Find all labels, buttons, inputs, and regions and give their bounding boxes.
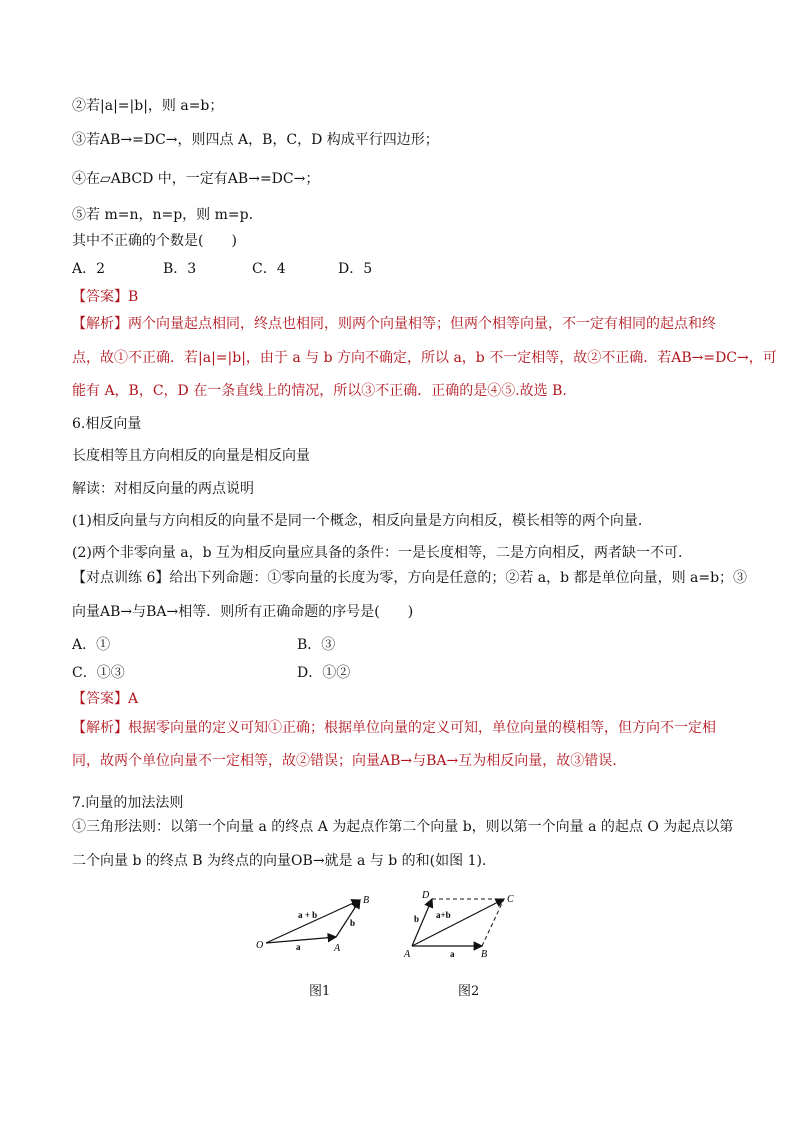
option-b: B．③ [297, 637, 336, 653]
option-a: A．① [72, 637, 111, 653]
label-a: a [296, 942, 301, 952]
label-O: O [256, 940, 264, 951]
label-a: a [450, 949, 455, 959]
point-2: (2)两个非零向量 a，b 互为相反向量应具备的条件：一是长度相等，二是方向相反，两者缺一不可. [72, 545, 683, 561]
answer-label: 【答案】A [72, 691, 139, 707]
rule-line: 二个向量 b 的终点 B 为终点的向量OB→就是 a 与 b 的和(如图 1). [72, 853, 487, 869]
figure-2-parallelogram-rule [400, 886, 525, 964]
training-line: 向量AB→与BA→相等．则所有正确命题的序号是( ) [72, 604, 414, 620]
analysis-line: 点，故①不正确．若|a|=|b|，由于 a 与 b 方向不确定，所以 a，b 不一定相等，故②不正确．若AB→=DC→，可 [72, 350, 777, 366]
analysis-line: 能有 A，B，C，D 在一条直线上的情况，所以③不正确．正确的是④⑤.故选 B. [72, 383, 567, 399]
training-line: 【对点训练 6】给出下列命题：①零向量的长度为零，方向是任意的；②若 a，b 都是单位向量，则 a=b；③ [72, 570, 748, 586]
option-c: C．①③ [72, 665, 125, 681]
option-b: B．3 [163, 261, 197, 277]
section-heading: 6.相反向量 [72, 416, 142, 432]
statement-5: ⑤若 m=n，n=p，则 m=p. [72, 207, 254, 223]
statement-3: ③若AB→=DC→，则四点 A，B，C，D 构成平行四边形； [72, 132, 439, 148]
question-text: 其中不正确的个数是( ) [72, 233, 237, 249]
figure-2-caption: 图2 [458, 984, 480, 999]
figure-1-caption: 图1 [309, 984, 331, 999]
point-1: (1)相反向量与方向相反的向量不是同一个概念，相反向量是方向相反，模长相等的两个向量. [72, 513, 643, 529]
dashed-side [482, 899, 504, 946]
analysis-line: 【解析】两个向量起点相同，终点也相同，则两个向量相等；但两个相等向量，不一定有相同的起点和终 [72, 316, 716, 332]
label-b: b [414, 914, 420, 924]
section-heading: 7.向量的加法法则 [72, 795, 184, 811]
answer-label: 【答案】B [72, 289, 139, 305]
option-a: A．2 [72, 261, 106, 277]
rule-line: ①三角形法则：以第一个向量 a 的终点 A 为起点作第二个向量 b，则以第一个向量 a 的起点 O 为起点以第 [72, 819, 734, 835]
label-sum: a+b [436, 910, 451, 920]
label-A: A [334, 943, 341, 954]
option-c: C．4 [252, 261, 286, 277]
option-d: D．①② [297, 665, 351, 681]
statement-2: ②若|a|=|b|，则 a=b； [72, 98, 224, 114]
label-B: B [363, 895, 370, 906]
label-B: B [481, 949, 488, 960]
label-b: b [350, 918, 356, 928]
analysis-line: 同，故两个单位向量不一定相等，故②错误；向量AB→与BA→互为相反向量，故③错误. [72, 753, 617, 769]
explain-text: 解读：对相反向量的两点说明 [72, 481, 254, 497]
label-C: C [507, 894, 514, 905]
statement-4: ④在▱ABCD 中，一定有AB→=DC→； [72, 171, 320, 187]
option-d: D．5 [338, 261, 373, 277]
analysis-line: 【解析】根据零向量的定义可知①正确；根据单位向量的定义可知，单位向量的模相等，但方向不一定相 [72, 720, 716, 736]
figure-1-triangle-rule [250, 888, 380, 958]
definition-text: 长度相等且方向相反的向量是相反向量 [72, 448, 310, 464]
label-A: A [404, 949, 411, 960]
vector-sum [412, 899, 504, 946]
label-sum: a + b [298, 910, 318, 920]
label-D: D [422, 890, 430, 901]
